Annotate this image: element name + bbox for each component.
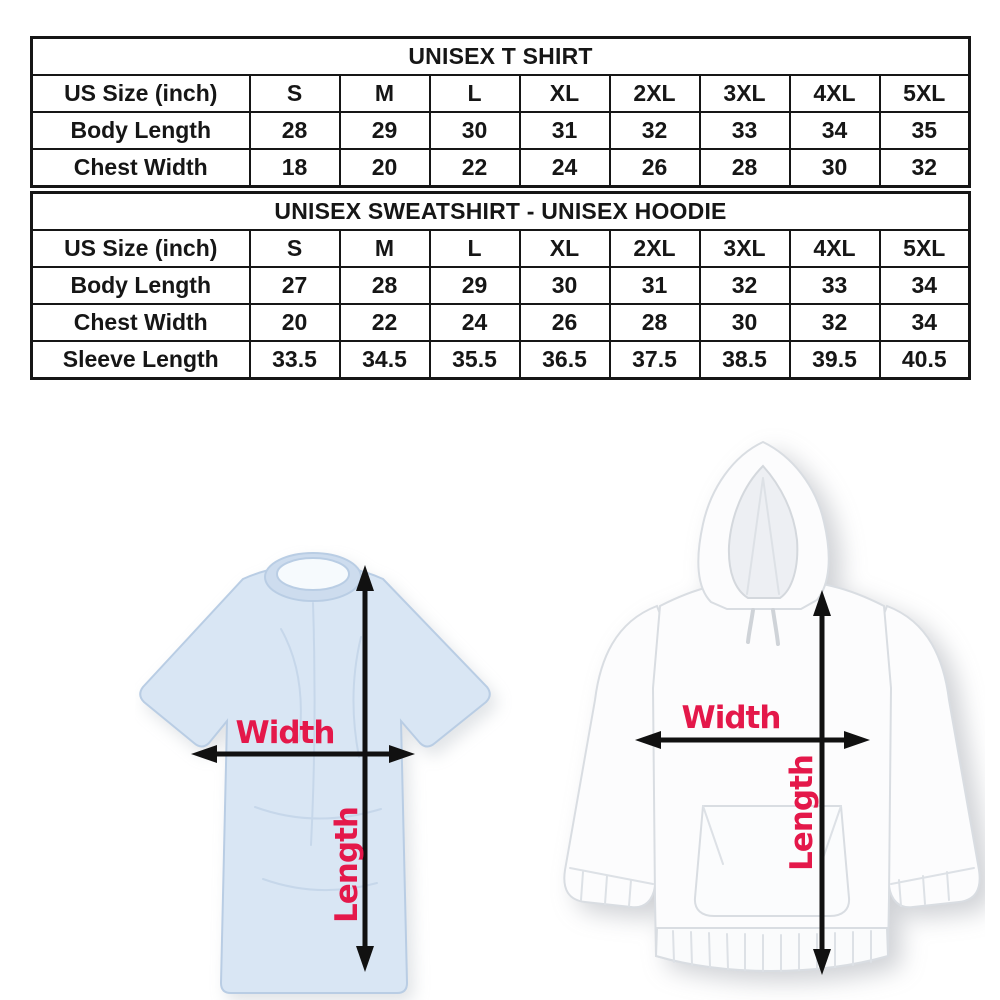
cell-value: 37.5: [610, 341, 700, 379]
cell-value: 29: [340, 112, 430, 149]
table-row: [32, 267, 970, 304]
hoodie-length-label: Length: [784, 755, 820, 871]
cell-value: 32: [790, 304, 880, 341]
cell-value: 40.5: [880, 341, 970, 379]
cell-value: 18: [250, 149, 340, 187]
table-row: [32, 341, 970, 379]
size-col-m: M: [340, 75, 430, 112]
cell-value: 33: [700, 112, 790, 149]
hoodie-width-label: Width: [681, 700, 781, 736]
table-title-row: [32, 193, 970, 231]
cell-value: 35: [880, 112, 970, 149]
cell-value: 30: [700, 304, 790, 341]
cell-value: 28: [340, 267, 430, 304]
tshirt-graphic: [140, 553, 490, 993]
tshirt-length-label: Length: [329, 807, 365, 923]
tshirt-size-table: [30, 36, 971, 188]
cell-value: 36.5: [520, 341, 610, 379]
cell-value: 34: [880, 304, 970, 341]
size-col-l: L: [430, 75, 520, 112]
row-label-chest-width: Chest Width: [32, 304, 250, 341]
cell-value: 35.5: [430, 341, 520, 379]
size-col-s: S: [250, 75, 340, 112]
cell-value: 32: [700, 267, 790, 304]
cell-value: 29: [430, 267, 520, 304]
size-header-row: [32, 75, 970, 112]
cell-value: 28: [700, 149, 790, 187]
cell-value: 39.5: [790, 341, 880, 379]
hoodie-table-title: UNISEX SWEATSHIRT - UNISEX HOODIE: [32, 193, 970, 231]
size-col-s: S: [250, 230, 340, 267]
cell-value: 31: [610, 267, 700, 304]
tshirt-diagram: [135, 545, 515, 1000]
cell-value: 22: [430, 149, 520, 187]
cell-value: 34: [880, 267, 970, 304]
cell-value: 28: [250, 112, 340, 149]
tshirt-collar-opening: [277, 558, 349, 590]
size-header-row: [32, 230, 970, 267]
cell-value: 24: [520, 149, 610, 187]
size-col-4xl: 4XL: [790, 230, 880, 267]
size-col-2xl: 2XL: [610, 230, 700, 267]
cell-value: 30: [790, 149, 880, 187]
cell-value: 20: [340, 149, 430, 187]
size-col-xl: XL: [520, 75, 610, 112]
tshirt-body: [140, 565, 490, 993]
hoodie-pocket: [695, 806, 849, 916]
cell-value: 26: [520, 304, 610, 341]
row-label-sleeve-length: Sleeve Length: [32, 341, 250, 379]
table-title-row: [32, 38, 970, 76]
table-row: [32, 304, 970, 341]
size-col-l: L: [430, 230, 520, 267]
size-col-4xl: 4XL: [790, 75, 880, 112]
arrow-head-left-icon: [191, 745, 217, 763]
size-header-label: US Size (inch): [32, 75, 250, 112]
cell-value: 31: [520, 112, 610, 149]
size-col-3xl: 3XL: [700, 230, 790, 267]
cell-value: 20: [250, 304, 340, 341]
row-label-body-length: Body Length: [32, 267, 250, 304]
size-col-xl: XL: [520, 230, 610, 267]
size-col-5xl: 5XL: [880, 230, 970, 267]
cell-value: 26: [610, 149, 700, 187]
cell-value: 34: [790, 112, 880, 149]
size-col-3xl: 3XL: [700, 75, 790, 112]
cell-value: 28: [610, 304, 700, 341]
size-col-5xl: 5XL: [880, 75, 970, 112]
cell-value: 32: [880, 149, 970, 187]
cell-value: 30: [430, 112, 520, 149]
tshirt-table-title: UNISEX T SHIRT: [32, 38, 970, 76]
size-tables: [30, 36, 968, 380]
size-header-label: US Size (inch): [32, 230, 250, 267]
cell-value: 30: [520, 267, 610, 304]
cell-value: 32: [610, 112, 700, 149]
table-row: [32, 149, 970, 187]
cell-value: 38.5: [700, 341, 790, 379]
hoodie-size-table: [30, 191, 971, 380]
table-row: [32, 112, 970, 149]
hoodie-diagram: [545, 428, 985, 1000]
cell-value: 22: [340, 304, 430, 341]
row-label-chest-width: Chest Width: [32, 149, 250, 187]
size-col-m: M: [340, 230, 430, 267]
size-col-2xl: 2XL: [610, 75, 700, 112]
cell-value: 33: [790, 267, 880, 304]
cell-value: 34.5: [340, 341, 430, 379]
cell-value: 33.5: [250, 341, 340, 379]
cell-value: 24: [430, 304, 520, 341]
tshirt-width-label: Width: [235, 715, 335, 751]
row-label-body-length: Body Length: [32, 112, 250, 149]
cell-value: 27: [250, 267, 340, 304]
